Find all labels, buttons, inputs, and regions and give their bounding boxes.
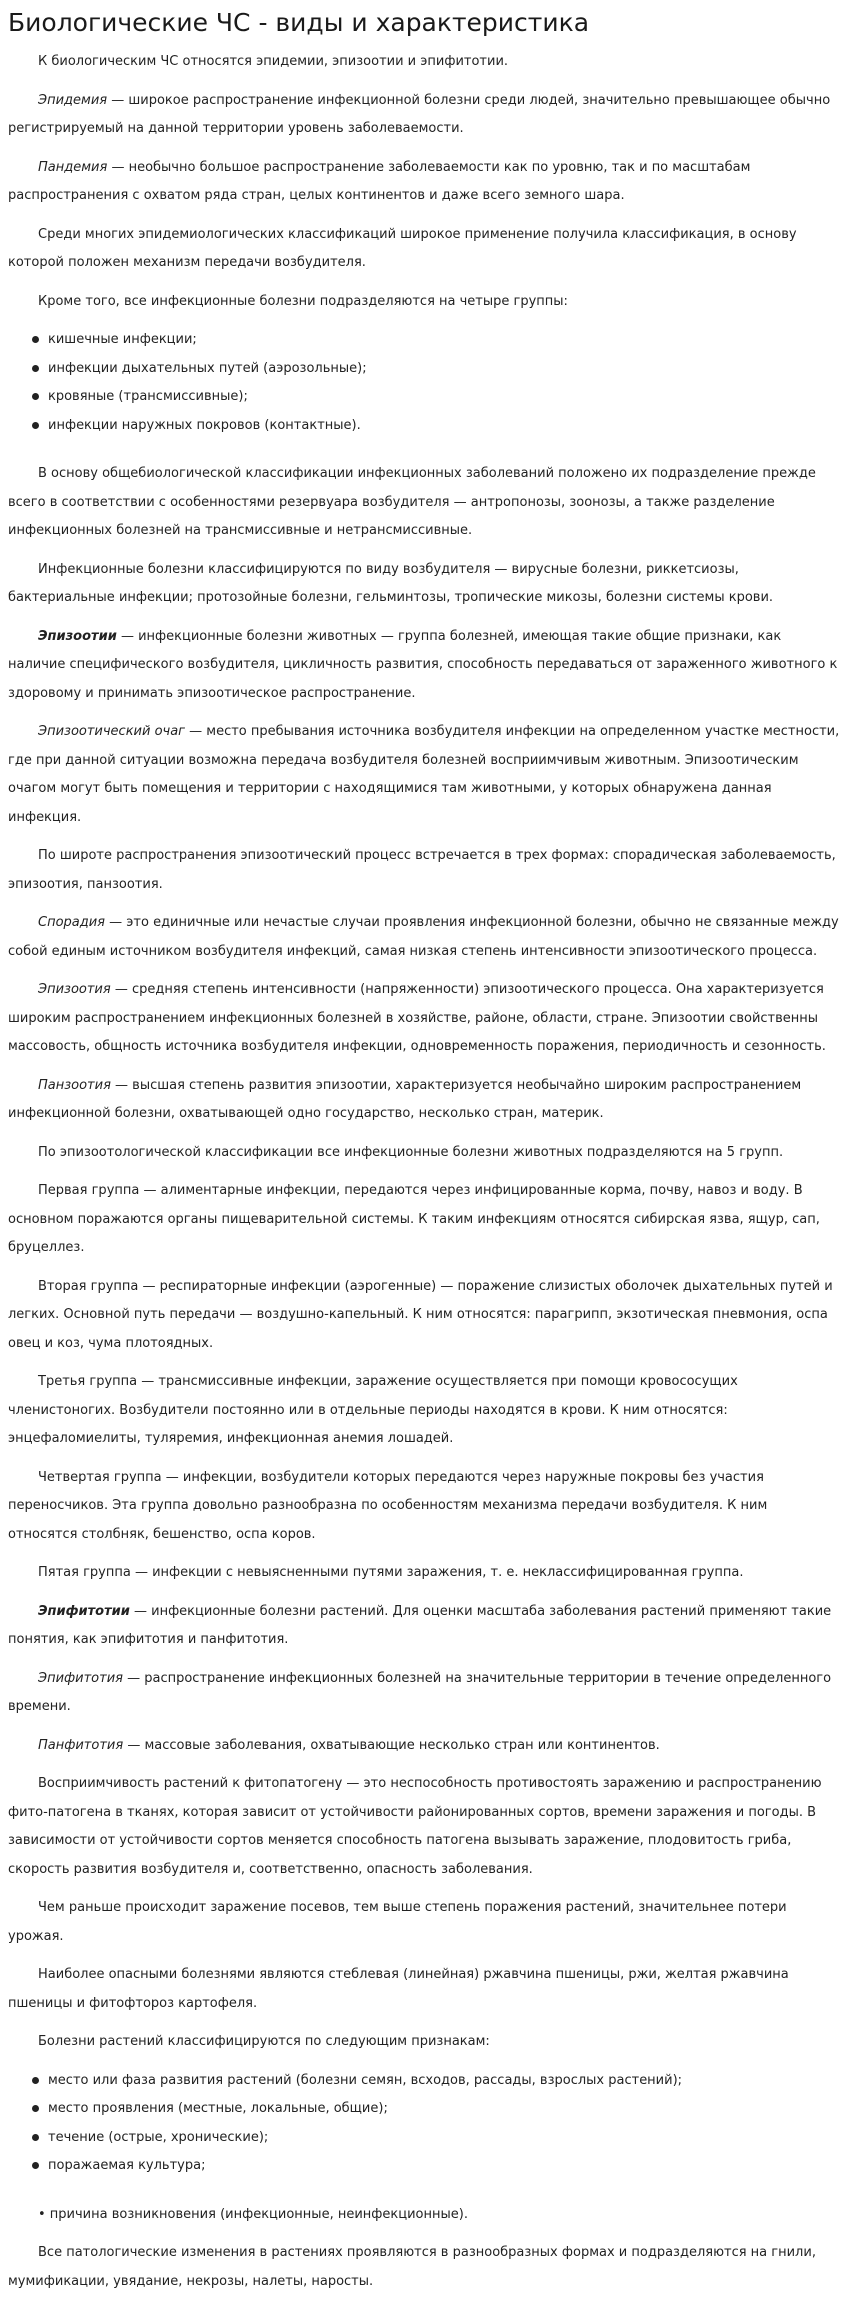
term: Эпифитотия [38,1670,123,1686]
definition-text: — необычно большое распространение заболеваемости как по уровню, так и по масштабам распространения с охватом ряда стран, целых континентов и даже всего земного шара. [8,159,751,203]
term: Пандемия [38,159,108,175]
definition-text: — распространение инфекционных болезней на значительные территории в течение определенного времени. [8,1670,832,1714]
definition-epidemia [8,87,840,144]
list-item: течение (острые, хронические); [8,2124,840,2153]
paragraph: Наиболее опасными болезнями являются стеблевая (линейная) ржавчина пшеницы, ржи, желтая ржавчина пшеницы и фитофтороз картофеля. [8,1967,789,2011]
infection-groups-list [8,326,840,440]
group-5: Пятая группа — инфекции с невыясненными путями заражения, т. е. неклассифицированная группа. [38,1565,744,1580]
paragraph: Болезни растений классифицируются по следующим признакам: [38,2034,490,2049]
definition-epifitotia [8,1665,840,1722]
definition-text: — средняя степень интенсивности (напряженности) эпизоотического процесса. Она характеризуется широким распространением инфекционных болезней в хозяйстве, районе, области, стране. Эпизоотии свойственны массовость, общность источника возбудителя инфекции, одновременность поражения, периодичность и сезонность. [8,982,826,1054]
term: Панзоотия [38,1077,111,1093]
definition-text: — массовые заболевания, охватывающие несколько стран или континентов. [123,1737,660,1753]
list-item: поражаемая культура; [8,2152,840,2181]
list-item: место или фаза развития растений (болезни семян, всходов, рассады, взрослых растений); [8,2067,840,2096]
definition-epizootii [8,623,840,709]
term: Эпидемия [38,92,108,108]
definition-text: — это единичные или нечастые случаи проявления инфекционной болезни, обычно не связанные между собой единым источником возбудителя инфекций, самая низкая степень интенсивности эпизоотического процесса. [8,915,839,959]
term: Эпизоотический очаг [38,724,186,739]
list-item: кишечные инфекции; [8,326,840,355]
paragraph: • причина возникновения (инфекционные, неинфекционные). [38,2206,468,2222]
definition-text: — место пребывания источника возбудителя инфекции на определенном участке местности, где при данной ситуации возможна передача возбудителя болезней восприимчивым животным. Эпизоотическим очагом могут быть помещения и территории с находящимися там животными, у которых обнаружена данная инфекция. [8,724,840,825]
paragraph: Все патологические изменения в растениях проявляются в разнообразных формах и подразделяются на гнили, мумификации, увядание, некрозы, налеты, наросты. [8,2245,816,2289]
term: Эпифитотии [38,1603,130,1619]
definition-panfitotia [8,1732,840,1761]
definition-pandemia [8,154,840,211]
definition-text: — широкое распространение инфекционной болезни среди людей, значительно превышающее обычно регистрируемый на данной территории уровень заболеваемости. [8,92,831,136]
definition-text: — высшая степень развития эпизоотии, характеризуется необычайно широким распространением инфекционной болезни, охватывающей одно государство, несколько стран, материк. [8,1077,802,1121]
term: Эпизоотии [38,628,117,644]
definition-text: — инфекционные болезни животных — группа болезней, имеющая такие общие признаки, как наличие специфического возбудителя, цикличность развития, способность передаваться от зараженного животного к здоровому и принимать эпизоотическое распространение. [8,628,838,701]
definition-panzootia [8,1072,840,1129]
page-title: Биологические ЧС - виды и характеристика [8,8,590,37]
definition-text: — инфекционные болезни растений. Для оценки масштаба заболевания растений применяют такие понятия, как эпифитотия и панфитотия. [8,1603,832,1647]
paragraph: По эпизоотологической классификации все инфекционные болезни животных подразделяются на 5 групп. [38,1144,784,1160]
term: Эпизоотия [38,982,111,997]
paragraph: К биологическим ЧС относятся эпидемии, эпизоотии и эпифитотии. [38,54,509,69]
list-item: инфекции наружных покровов (контактные). [8,412,840,441]
paragraph: Среди многих эпидемиологических классификаций широкое применение получила классификация, в основу которой положен механизм передачи возбудителя. [8,226,797,270]
paragraph: В основу общебиологической классификации инфекционных заболеваний положено их подразделение прежде всего в соответствии с особенностями резервуара возбудителя — антропонозы, зоонозы, а также разделение инфекционных болезней на трансмиссивные и нетрансмиссивные. [8,466,816,538]
plant-disease-signs-list [8,2067,840,2181]
term: Панфитотия [38,1737,124,1753]
definition-epifitotii [8,1598,840,1655]
definition-epizootia [8,976,840,1062]
group-1: Первая группа — алиментарные инфекции, передаются через инфицированные корма, почву, навоз и воду. В основном поражаются органы пищеварительной системы. К таким инфекциям относятся сибирская язва, ящур, сап, бруцеллез. [8,1183,820,1255]
paragraph: Чем раньше происходит заражение посевов, тем выше степень поражения растений, значительнее потери урожая. [8,1900,787,1944]
group-4: Четвертая группа — инфекции, возбудители которых передаются через наружные покровы без участия переносчиков. Эта группа довольно разнообразна по особенностям механизма передачи возбудителя. К ним относятся столбняк, бешенство, оспа коров. [8,1469,768,1542]
definition-sporadia [8,909,840,966]
term: Спорадия [38,915,106,930]
list-item: место проявления (местные, локальные, общие); [8,2095,840,2124]
list-item: кровяные (трансмиссивные); [8,383,840,412]
paragraph: По широте распространения эпизоотический процесс встречается в трех формах: спорадическая заболеваемость, эпизоотия, панзоотия. [8,848,836,892]
group-2: Вторая группа — респираторные инфекции (аэрогенные) — поражение слизистых оболочек дыхательных путей и легких. Основной путь передачи — воздушно-капельный. К ним относятся: парагрипп, экзотическая пневмония, оспа овец и коз, чума плотоядных. [8,1278,833,1351]
definition-ochag [8,718,840,832]
paragraph: Инфекционные болезни классифицируются по виду возбудителя — вирусные болезни, риккетсиозы, бактериальные инфекции; протозойные болезни, гельминтозы, тропические микозы, болезни системы крови. [8,561,774,605]
paragraph: Восприимчивость растений к фитопатогену — это неспособность противостоять заражению и распространению фито-патогена в тканях, которая зависит от устойчивости районированных сортов, времени заражения и погоды. В зависимости от устойчивости сортов меняется способность патогена вызывать заражение, плодовитость гриба, скорость развития возбудителя и, соответственно, опасность заболевания. [8,1776,822,1877]
group-3: Третья группа — трансмиссивные инфекции, заражение осуществляется при помощи кровососущих членистоногих. Возбудители постоянно или в отдельные периоды находятся в крови. К ним относятся: энцефаломиелиты, туляремия, инфекционная анемия лошадей. [8,1374,738,1446]
paragraph: Кроме того, все инфекционные болезни подразделяются на четыре группы: [38,293,568,309]
list-item: инфекции дыхательных путей (аэрозольные); [8,355,840,384]
